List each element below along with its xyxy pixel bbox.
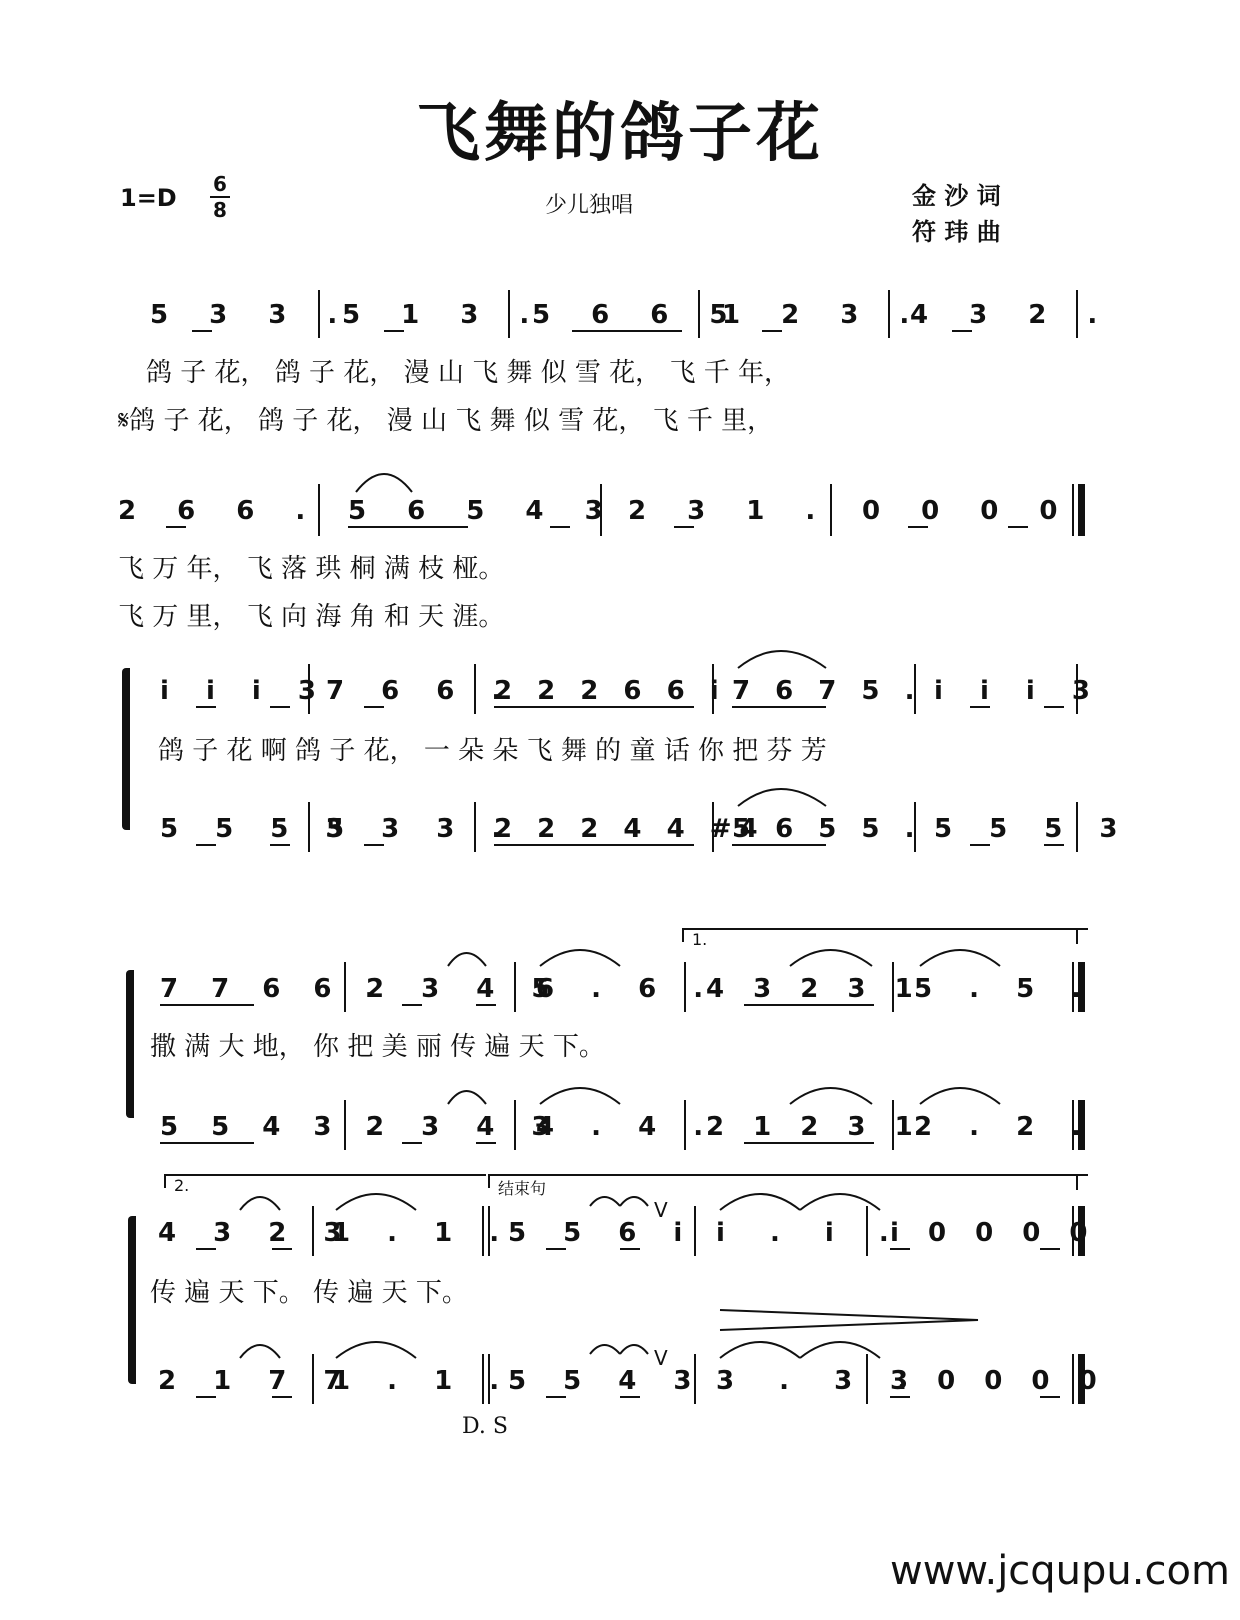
upper-measure-4-2: 2 3 4 5 xyxy=(366,974,564,1004)
slur xyxy=(920,1088,1000,1104)
upper-measure-4-4: 4 3 2 3 1 xyxy=(706,974,923,1004)
measure-2-2: 5 6 5 4 3 xyxy=(348,496,619,526)
lower-measure-4-4: 2 1 2 3 1 xyxy=(706,1112,923,1142)
lower-measure-5-3: 5 5 4 3 xyxy=(508,1366,706,1396)
slur xyxy=(336,1194,416,1210)
time-signature-bottom: 8 xyxy=(213,198,227,222)
slur xyxy=(800,1194,880,1210)
song-title: 飞舞的鸽子花 xyxy=(416,97,824,171)
key-signature: 1=D xyxy=(120,184,177,212)
slur xyxy=(790,1088,872,1104)
lower-measure-5-1: 2 1 7 7 xyxy=(158,1366,356,1396)
measure-2-3: 2 3 1 . xyxy=(628,496,832,526)
slur xyxy=(540,1088,620,1104)
slur xyxy=(920,950,1000,966)
slur xyxy=(448,1091,486,1104)
upper-measure-3-5: i i i 3 xyxy=(934,676,1104,706)
fermata xyxy=(590,1345,620,1354)
slur xyxy=(800,1342,880,1358)
upper-measure-4-5: 5 . 5 . xyxy=(914,974,1096,1004)
upper-measure-4-3: 6 . 6 . xyxy=(536,974,718,1004)
lyricist-credit: 金 沙 词 xyxy=(912,182,1001,210)
lower-measure-3-2: 5 3 3 . xyxy=(326,814,516,844)
upper-measure-4-1: 7 7 6 6 . xyxy=(160,974,387,1004)
slur xyxy=(720,1342,800,1358)
watermark-site: www.jcqupu.com xyxy=(890,1548,1230,1594)
performance-note: 少儿独唱 xyxy=(545,193,634,218)
ending-label: 结束句 xyxy=(488,1174,1088,1188)
lower-measure-5-5: 3 0 0 0 0 xyxy=(890,1366,1107,1396)
lyrics-line: 传 遍 天 下。 传 遍 天 下。 xyxy=(150,1278,468,1308)
upper-measure-5-1: 4 3 2 3 xyxy=(158,1218,356,1248)
lower-measure-5-4: 3 . 3 . xyxy=(716,1366,926,1396)
fermata xyxy=(620,1345,648,1354)
lower-measure-3-3: 2 2 2 4 4 #4 xyxy=(494,814,766,844)
decrescendo xyxy=(720,1310,978,1330)
measure-2-4: 0 0 0 0 xyxy=(862,496,1074,526)
slur xyxy=(240,1197,280,1210)
slur xyxy=(336,1342,416,1358)
fermata xyxy=(620,1197,648,1206)
lyrics-verse-2: 飞 万 里， 飞 向 海 角 和 天 涯。 xyxy=(118,602,505,632)
slur xyxy=(240,1345,280,1358)
lyrics-verse-1: 鸽 子 花， 鸽 子 花， 漫 山 飞 舞 似 雪 花， 飞 千 年， xyxy=(146,358,790,388)
composer-credit: 符 玮 曲 xyxy=(912,218,1001,246)
upper-measure-5-5: i 0 0 0 0 xyxy=(890,1218,1098,1248)
lower-measure-4-3: 4 . 4 . xyxy=(536,1112,718,1142)
upper-measure-5-2: 1 . 1 . xyxy=(332,1218,514,1248)
slur xyxy=(540,950,620,966)
lower-measure-4-1: 5 5 4 3 . xyxy=(160,1112,387,1142)
lyrics-line: 鸽 子 花 啊 鸽 子 花， 一 朵 朵 飞 舞 的 童 话 你 把 芬 芳 xyxy=(158,736,827,766)
measure-1-4: 1 2 3 . xyxy=(722,300,926,330)
slur xyxy=(356,474,412,492)
lower-measure-4-2: 2 3 4 3 xyxy=(366,1112,564,1142)
fermata xyxy=(590,1197,620,1206)
slur xyxy=(738,789,826,806)
lower-measure-3-5: 5 5 5 3 xyxy=(934,814,1132,844)
volta-2: 2. xyxy=(164,1174,486,1188)
lower-measure-3-4: 5 6 5 5 . xyxy=(732,814,923,844)
lower-measure-3-1: 5 5 5 3 xyxy=(160,814,358,844)
volta-1: 1. xyxy=(682,928,1088,942)
slur xyxy=(720,1194,800,1210)
lyrics-verse-2: 𝄋鸽 子 花， 鸽 子 花， 漫 山 飞 舞 似 雪 花， 飞 千 里， xyxy=(118,406,774,436)
ds-mark: D. S xyxy=(462,1414,508,1439)
upper-measure-3-3: 2 2 2 6 6 i xyxy=(494,676,727,706)
time-signature-top: 6 xyxy=(213,172,227,196)
upper-measure-3-4: 7 6 7 5 . xyxy=(732,676,923,706)
lower-measure-5-2: 1 . 1 . xyxy=(332,1366,514,1396)
upper-measure-5-4: i . i . xyxy=(716,1218,907,1248)
slur xyxy=(448,953,486,966)
breath-mark: V xyxy=(654,1346,668,1370)
upper-measure-3-2: 7 6 6 . xyxy=(326,676,516,706)
breath-mark: V xyxy=(654,1198,668,1222)
slur xyxy=(790,950,872,966)
measure-1-5: 4 3 2 . xyxy=(910,300,1114,330)
measure-1-2: 5 1 3 . xyxy=(342,300,546,330)
lyrics-line: 撒 满 大 地， 你 把 美 丽 传 遍 天 下。 xyxy=(150,1032,605,1062)
slur xyxy=(738,651,826,668)
lower-measure-4-5: 2 . 2 . xyxy=(914,1112,1096,1142)
lyrics-verse-1: 飞 万 年， 飞 落 珙 桐 满 枝 桠。 xyxy=(118,554,505,584)
measure-1-1: 5 3 3 . xyxy=(150,300,354,330)
measure-1-3: 5 6 6 5 xyxy=(532,300,744,330)
measure-2-1: 2 6 6 . xyxy=(118,496,322,526)
upper-measure-3-1: i i i 3 xyxy=(160,676,330,706)
upper-measure-5-3: 5 5 6 i xyxy=(508,1218,697,1248)
